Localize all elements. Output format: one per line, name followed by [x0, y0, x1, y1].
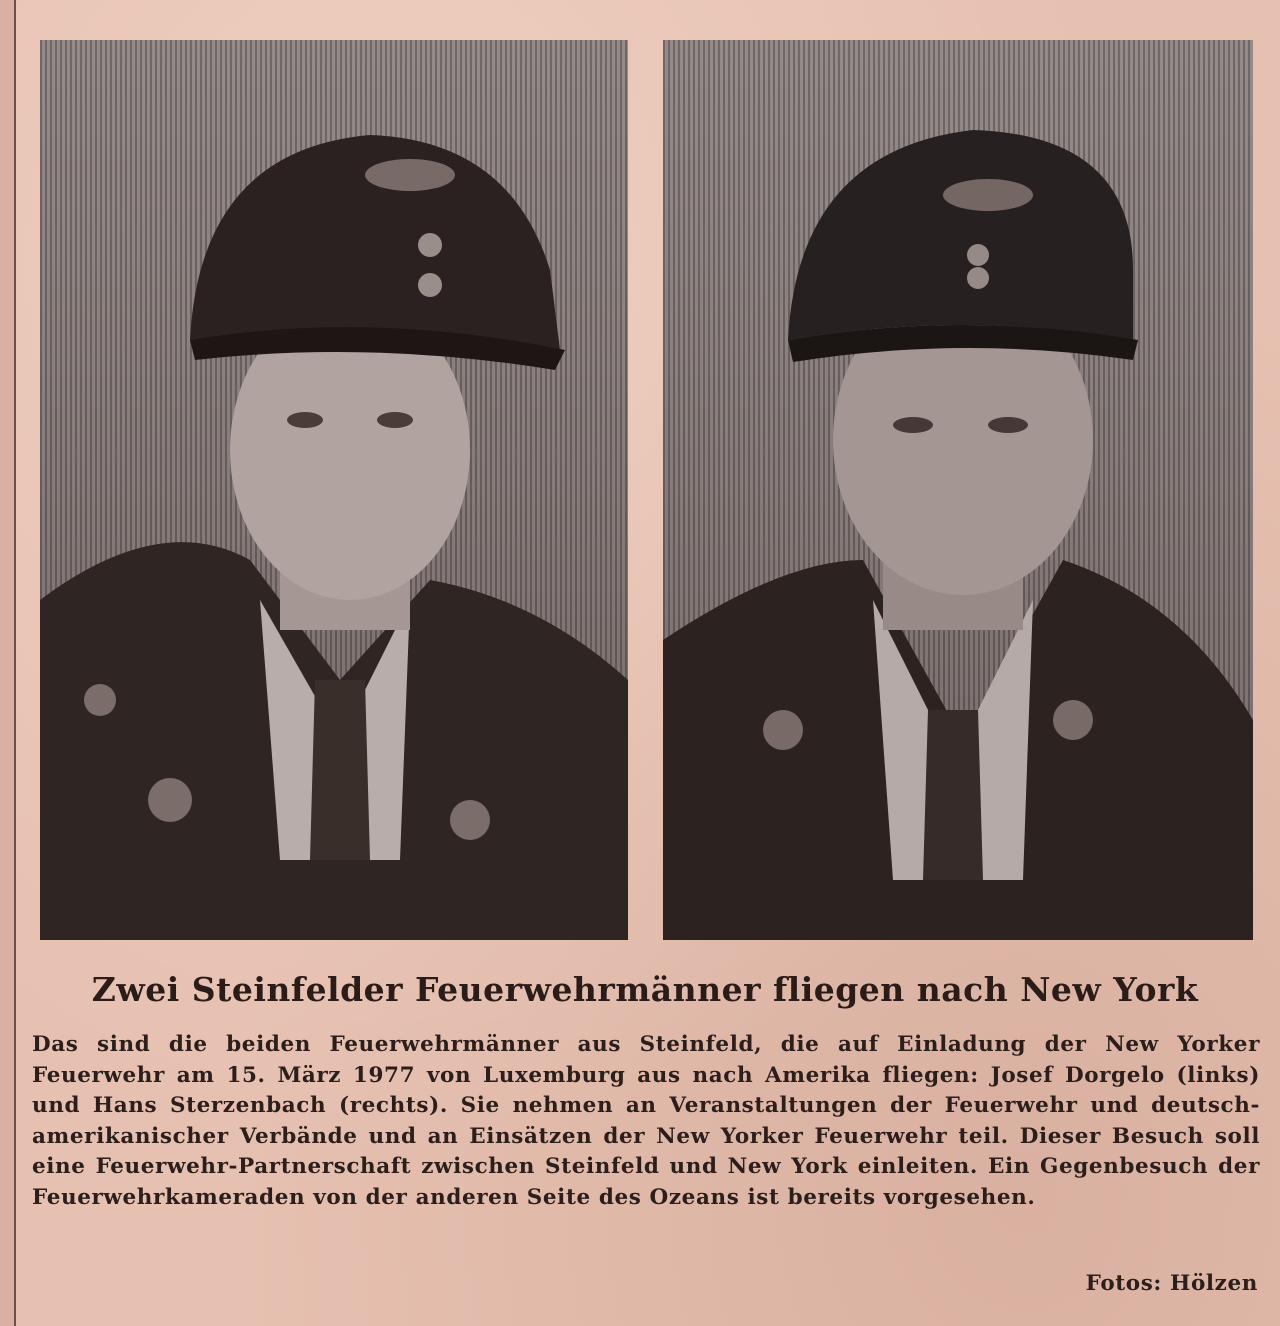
- portrait-right-image: [663, 40, 1253, 940]
- article-headline: Zwei Steinfelder Feuerwehrmänner fliegen nach New York: [91, 970, 1199, 1009]
- clipping-edge: [0, 0, 16, 1326]
- photo-left: [40, 40, 628, 940]
- photo-credit: Fotos: Hölzen: [1085, 1271, 1258, 1296]
- article-body: Das sind die beiden Feuerwehrmänner aus Steinfeld, die auf Einladung der New Yorker Feuerwehr am 15. März 1977 von Luxemburg aus nach Amerika fliegen: Josef Dorgelo (links) und Hans Sterzenbach (rechts). Sie nehmen an Veranstaltungen der Feuerwehr und deutsch-amerikanischer Verbände und an Einsätzen der New Yorker Feuerwehr teil. Dieser Besuch soll eine Feuerwehr-Partnerschaft zwischen Steinfeld und New York einleiten. Ein Gegenbesuch der Feuerwehrkameraden von der anderen Seite des Ozeans ist bereits vorgesehen.: [32, 1032, 1260, 1210]
- photo-right: [663, 40, 1253, 940]
- portrait-left-image: [40, 40, 628, 940]
